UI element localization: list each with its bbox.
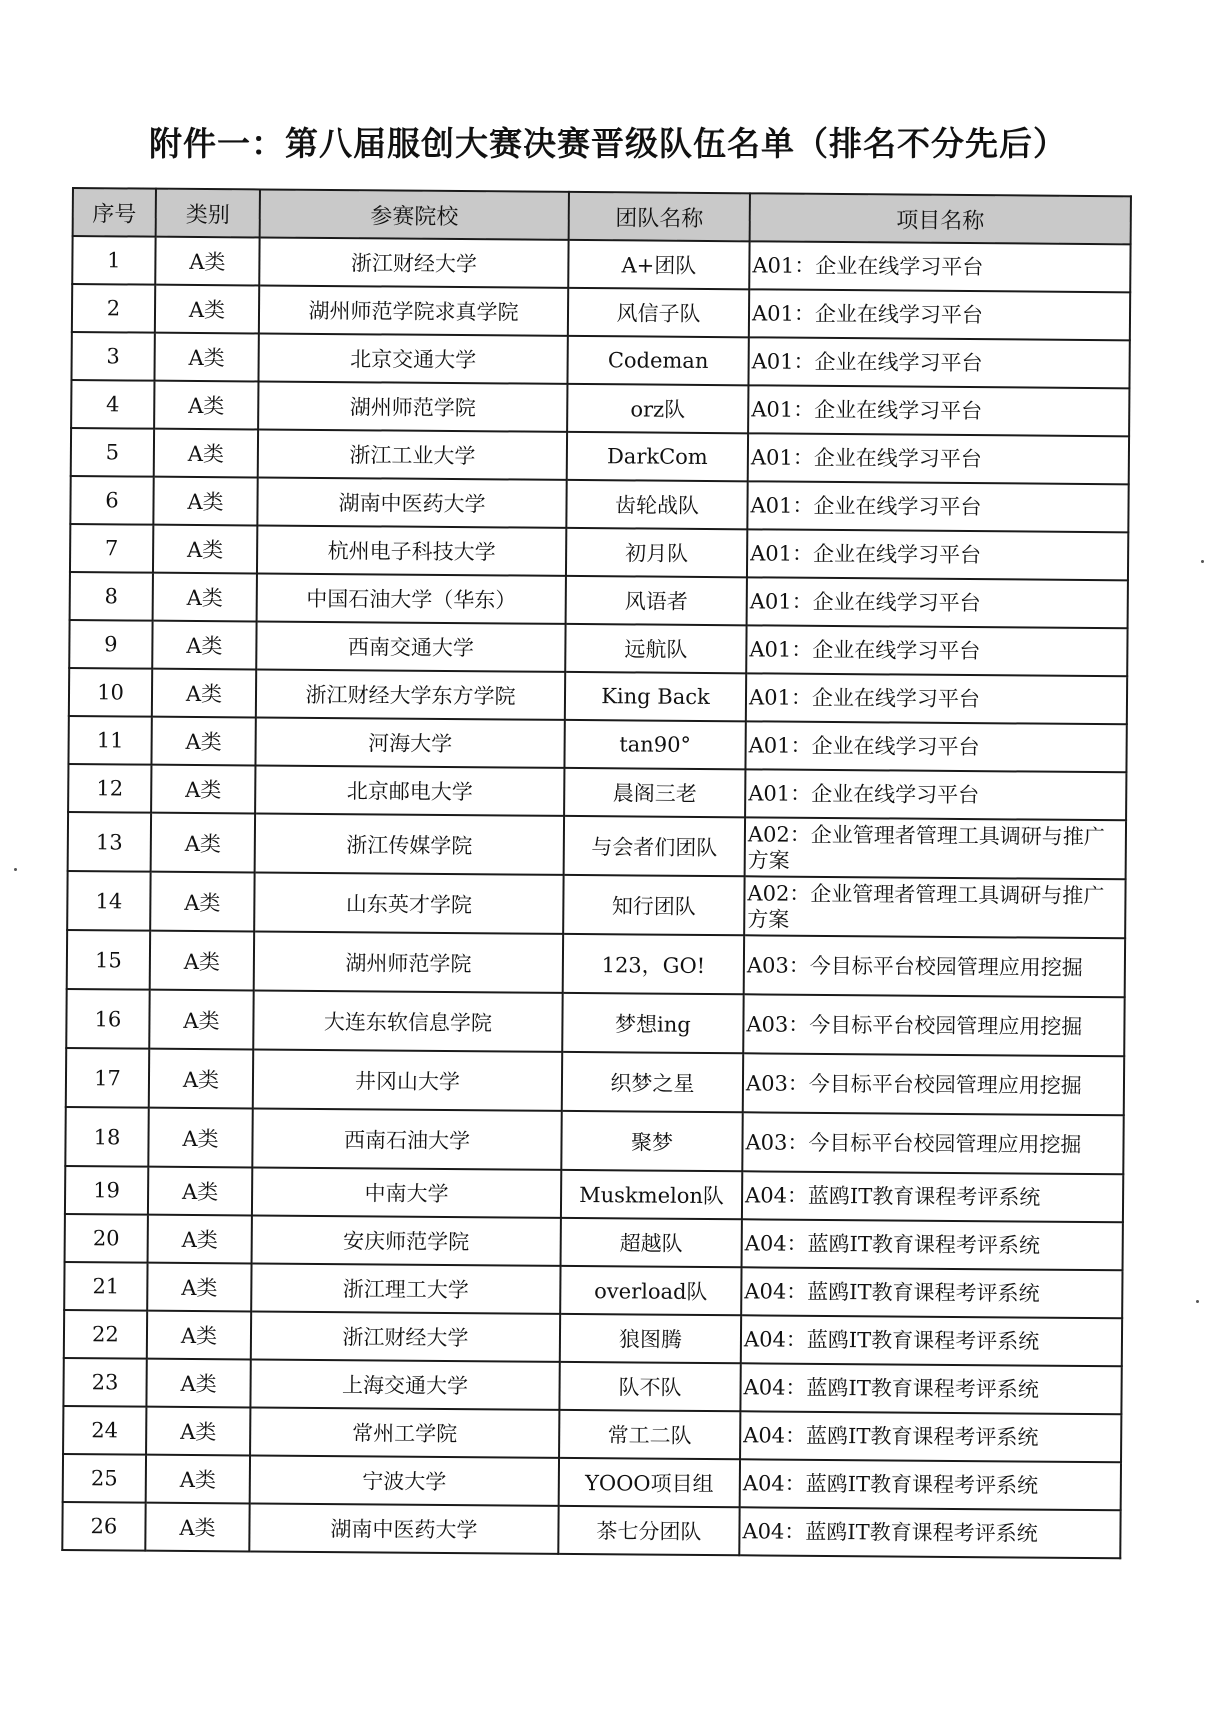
cell-team-name: 常工二队	[559, 1410, 740, 1459]
table-row	[65, 1166, 1123, 1222]
header-team-name: 团队名称	[569, 192, 750, 241]
cell-school: 湖州师范学院	[254, 931, 563, 992]
cell-school: 北京交通大学	[258, 333, 567, 383]
cell-school: 湖南中医药大学	[257, 477, 566, 527]
scan-speck	[1196, 1300, 1199, 1303]
cell-project-name: A04：蓝鸥IT教育课程考评系统	[741, 1267, 1122, 1318]
cell-project-name: A04：蓝鸥IT教育课程考评系统	[739, 1507, 1120, 1558]
cell-school: 上海交通大学	[250, 1359, 559, 1409]
cell-project-name: A01：企业在线学习平台	[748, 337, 1129, 388]
cell-team-name: A+团队	[568, 240, 749, 289]
cell-team-name: orz队	[567, 384, 748, 433]
cell-team-name: 123，GO!	[563, 934, 744, 994]
cell-project-name: A01：企业在线学习平台	[746, 673, 1127, 724]
cell-category: A类	[152, 621, 256, 670]
cell-team-name: Muskmelon队	[561, 1170, 742, 1219]
cell-category: A类	[155, 237, 259, 286]
cell-category: A类	[151, 765, 255, 814]
cell-school: 大连东软信息学院	[253, 990, 562, 1051]
cell-serial-no: 25	[63, 1454, 146, 1503]
cell-serial-no: 14	[67, 871, 150, 931]
cell-project-name: A04：蓝鸥IT教育课程考评系统	[741, 1315, 1122, 1366]
cell-project-name: A01：企业在线学习平台	[748, 385, 1129, 436]
cell-category: A类	[154, 429, 258, 478]
cell-team-name: DarkCom	[567, 432, 748, 481]
cell-school: 湖州师范学院	[258, 381, 567, 431]
table-row	[69, 668, 1127, 724]
table-row	[65, 1107, 1123, 1174]
header-category: 类别	[156, 189, 260, 238]
cell-team-name: 队不队	[559, 1362, 740, 1411]
cell-category: A类	[153, 477, 257, 526]
cell-serial-no: 4	[71, 380, 154, 429]
cell-category: A类	[151, 717, 255, 766]
cell-team-name: 初月队	[566, 528, 747, 577]
header-serial-no: 序号	[73, 188, 156, 237]
table-row	[67, 871, 1125, 938]
cell-serial-no: 20	[65, 1214, 148, 1263]
cell-serial-no: 11	[68, 716, 151, 765]
table-row	[66, 989, 1124, 1056]
cell-project-name: A01：企业在线学习平台	[748, 433, 1129, 484]
cell-team-name: 织梦之星	[562, 1052, 743, 1112]
cell-serial-no: 10	[69, 668, 152, 717]
cell-school: 北京邮电大学	[255, 765, 564, 815]
cell-team-name: 风语者	[566, 576, 747, 625]
table-row	[67, 930, 1125, 997]
cell-project-name: A04：蓝鸥IT教育课程考评系统	[740, 1363, 1121, 1414]
cell-serial-no: 13	[68, 812, 151, 872]
cell-project-name: A03：今目标平台校园管理应用挖掘	[744, 935, 1125, 997]
cell-project-name: A03：今目标平台校园管理应用挖掘	[743, 1053, 1124, 1115]
cell-serial-no: 9	[69, 620, 152, 669]
cell-team-name: 超越队	[561, 1218, 742, 1267]
cell-team-name: 聚梦	[561, 1111, 742, 1171]
cell-serial-no: 2	[72, 284, 155, 333]
cell-project-name: A03：今目标平台校园管理应用挖掘	[743, 994, 1124, 1056]
cell-school: 西南交通大学	[256, 621, 565, 671]
table-row	[68, 716, 1126, 772]
cell-school: 中国石油大学（华东）	[257, 573, 566, 623]
table-row	[72, 236, 1130, 292]
cell-project-name: A01：企业在线学习平台	[745, 769, 1126, 820]
table-row	[64, 1310, 1122, 1366]
cell-school: 浙江传媒学院	[255, 813, 564, 874]
table-row	[68, 812, 1126, 879]
cell-serial-no: 18	[65, 1107, 148, 1167]
cell-school: 湖南中医药大学	[249, 1503, 558, 1553]
cell-serial-no: 3	[71, 332, 154, 381]
cell-team-name: Codeman	[567, 336, 748, 385]
cell-project-name: A01：企业在线学习平台	[745, 721, 1126, 772]
cell-serial-no: 5	[71, 428, 154, 477]
cell-serial-no: 7	[70, 524, 153, 573]
cell-category: A类	[147, 1311, 251, 1360]
cell-category: A类	[147, 1263, 251, 1312]
cell-school: 浙江工业大学	[258, 429, 567, 479]
cell-school: 河海大学	[255, 717, 564, 767]
cell-serial-no: 15	[67, 930, 150, 990]
cell-serial-no: 6	[70, 476, 153, 525]
cell-serial-no: 24	[63, 1406, 146, 1455]
cell-project-name: A01：企业在线学习平台	[749, 289, 1130, 340]
table-row	[71, 332, 1129, 388]
cell-category: A类	[148, 1215, 252, 1264]
cell-team-name: 远航队	[565, 624, 746, 673]
cell-project-name: A03：今目标平台校园管理应用挖掘	[742, 1112, 1123, 1174]
cell-team-name: 晨阁三老	[564, 768, 745, 817]
cell-school: 山东英才学院	[254, 872, 563, 933]
header-project-name: 项目名称	[750, 193, 1131, 244]
cell-team-name: 知行团队	[563, 875, 744, 935]
cell-team-name: tan90°	[564, 720, 745, 769]
cell-category: A类	[148, 1108, 252, 1168]
cell-serial-no: 26	[62, 1502, 145, 1551]
cell-category: A类	[150, 931, 254, 991]
cell-project-name: A01：企业在线学习平台	[749, 241, 1130, 292]
cell-category: A类	[150, 872, 254, 932]
table-header	[73, 188, 1131, 244]
cell-serial-no: 21	[64, 1262, 147, 1311]
table-row	[69, 620, 1127, 676]
finalist-table	[61, 187, 1132, 1559]
table-row	[72, 284, 1130, 340]
cell-team-name: overload队	[560, 1266, 741, 1315]
document-title: 附件一：第八届服创大赛决赛晋级队伍名单（排名不分先后）	[149, 124, 1067, 163]
cell-category: A类	[155, 285, 259, 334]
cell-serial-no: 8	[70, 572, 153, 621]
cell-team-name: 茶七分团队	[558, 1506, 739, 1555]
cell-category: A类	[153, 525, 257, 574]
cell-serial-no: 1	[72, 236, 155, 285]
cell-school: 中南大学	[252, 1167, 561, 1217]
cell-project-name: A01：企业在线学习平台	[747, 529, 1128, 580]
table-body	[62, 236, 1130, 1558]
cell-team-name: 狼图腾	[560, 1314, 741, 1363]
cell-serial-no: 12	[68, 764, 151, 813]
cell-school: 浙江财经大学东方学院	[256, 669, 565, 719]
cell-project-name: A04：蓝鸥IT教育课程考评系统	[742, 1219, 1123, 1270]
cell-serial-no: 16	[66, 989, 149, 1049]
cell-school: 常州工学院	[250, 1407, 559, 1457]
cell-category: A类	[151, 813, 255, 873]
cell-category: A类	[154, 381, 258, 430]
cell-project-name: A04：蓝鸥IT教育课程考评系统	[740, 1459, 1121, 1510]
table-row	[64, 1262, 1122, 1318]
cell-serial-no: 23	[63, 1358, 146, 1407]
header-school: 参赛院校	[260, 189, 569, 239]
cell-project-name: A01：企业在线学习平台	[746, 625, 1127, 676]
scan-speck	[14, 868, 17, 871]
cell-category: A类	[149, 990, 253, 1050]
table-row	[70, 524, 1128, 580]
cell-school: 宁波大学	[250, 1455, 559, 1505]
table-row	[63, 1454, 1121, 1510]
cell-project-name: A02：企业管理者管理工具调研与推广方案	[745, 817, 1126, 879]
cell-school: 西南石油大学	[252, 1108, 561, 1169]
cell-school: 安庆师范学院	[252, 1215, 561, 1265]
cell-project-name: A01：企业在线学习平台	[747, 577, 1128, 628]
cell-category: A类	[146, 1407, 250, 1456]
table-row	[68, 764, 1126, 820]
cell-project-name: A04：蓝鸥IT教育课程考评系统	[740, 1411, 1121, 1462]
table-row	[63, 1406, 1121, 1462]
table-row	[63, 1358, 1121, 1414]
cell-team-name: YOOO项目组	[559, 1458, 740, 1507]
cell-category: A类	[145, 1503, 249, 1552]
cell-team-name: 与会者们团队	[564, 816, 745, 876]
cell-category: A类	[152, 669, 256, 718]
cell-serial-no: 17	[66, 1048, 149, 1108]
cell-team-name: 梦想ing	[562, 993, 743, 1053]
cell-category: A类	[148, 1167, 252, 1216]
cell-school: 浙江财经大学	[251, 1311, 560, 1361]
cell-category: A类	[149, 1049, 253, 1109]
cell-school: 湖州师范学院求真学院	[259, 285, 568, 335]
cell-team-name: King Back	[565, 672, 746, 721]
cell-team-name: 风信子队	[568, 288, 749, 337]
cell-team-name: 齿轮战队	[566, 480, 747, 529]
scan-speck	[1201, 560, 1204, 563]
cell-school: 浙江财经大学	[259, 237, 568, 287]
cell-project-name: A02：企业管理者管理工具调研与推广方案	[744, 876, 1125, 938]
table-row	[65, 1214, 1123, 1270]
cell-school: 杭州电子科技大学	[257, 525, 566, 575]
cell-serial-no: 22	[64, 1310, 147, 1359]
cell-project-name: A01：企业在线学习平台	[747, 481, 1128, 532]
cell-serial-no: 19	[65, 1166, 148, 1215]
table-row	[71, 428, 1129, 484]
cell-category: A类	[153, 573, 257, 622]
cell-category: A类	[154, 333, 258, 382]
table-row	[71, 380, 1129, 436]
cell-category: A类	[146, 1359, 250, 1408]
cell-school: 井冈山大学	[253, 1049, 562, 1110]
cell-category: A类	[146, 1455, 250, 1504]
header-row	[73, 188, 1131, 244]
cell-project-name: A04：蓝鸥IT教育课程考评系统	[742, 1171, 1123, 1222]
table-row	[66, 1048, 1124, 1115]
table-row	[70, 476, 1128, 532]
table-row	[62, 1502, 1120, 1558]
cell-school: 浙江理工大学	[251, 1263, 560, 1313]
table-row	[70, 572, 1128, 628]
